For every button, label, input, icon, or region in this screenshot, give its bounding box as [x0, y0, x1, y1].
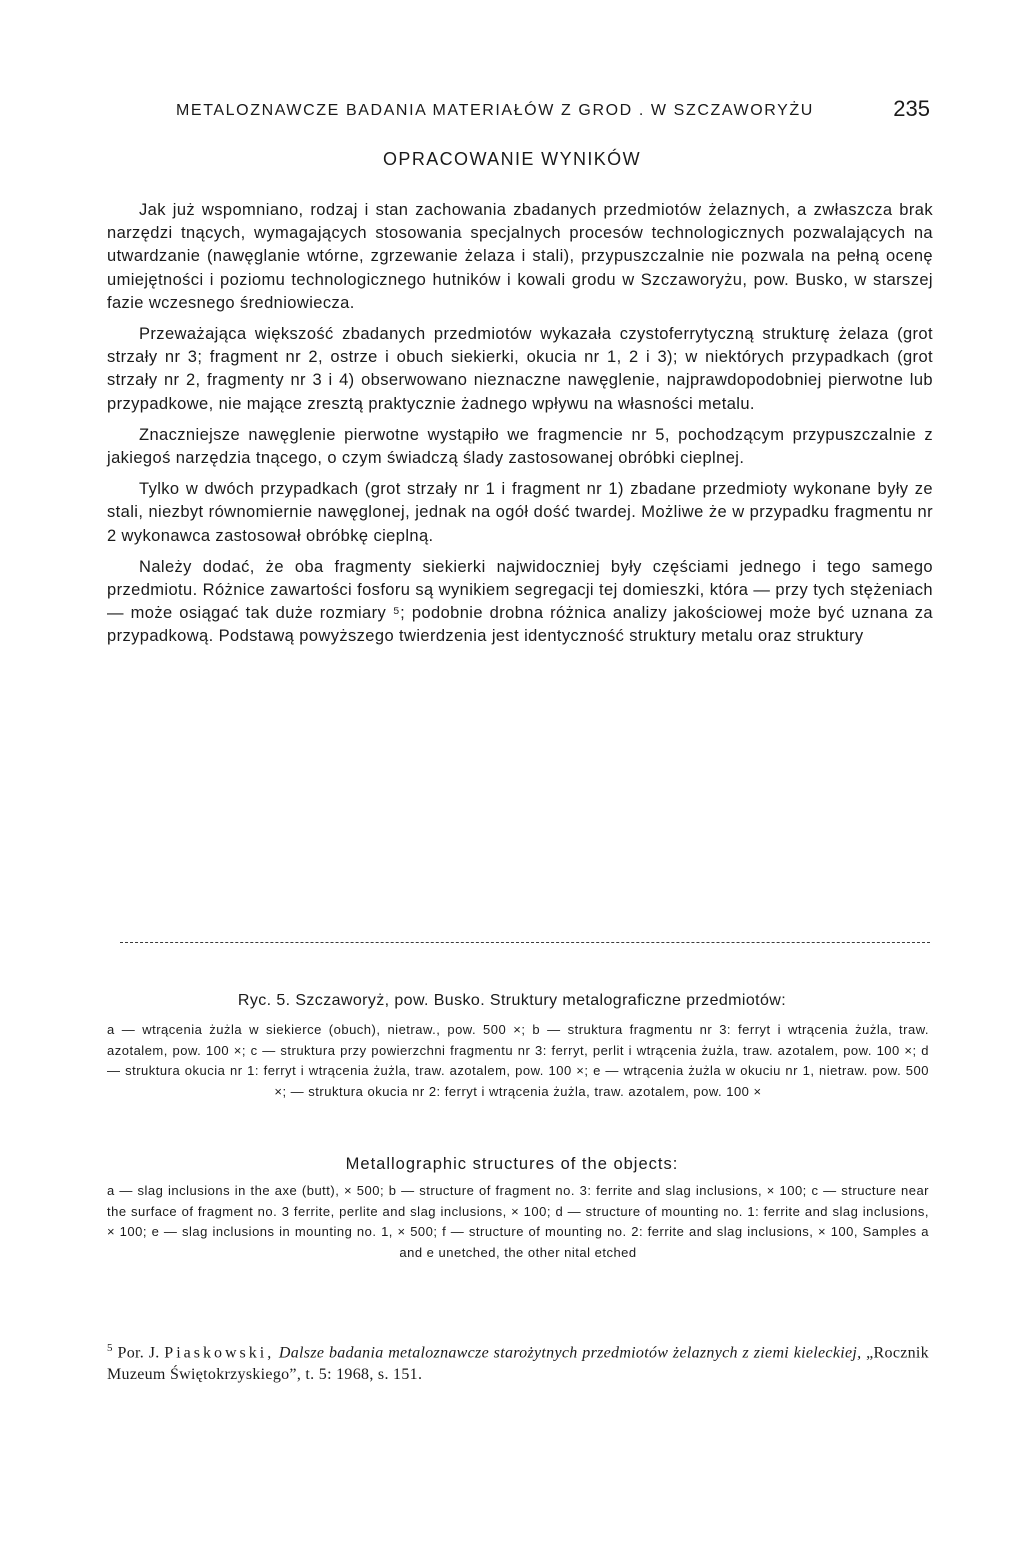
footnote-author: Piaskowski, — [164, 1344, 275, 1362]
footnote — [107, 1337, 929, 1386]
paragraph-2: Przeważająca większość zbadanych przedmiotów wykazała czystoferrytyczną strukturę żelaza (grot strzały nr 3; fragment nr 2, ostrze i obuch siekierki, okucia nr 1, 2 i 3); w niektórych przypadkach (grot strzały nr 2, fragmenty nr 3 i 4) obserwowano nieznaczne nawęglenie, najprawdopodobniej pierwotne lub przypadkowe, nie mające zresztą praktycznie żadnego wpływu na własności metalu. — [107, 325, 933, 413]
footnote-title: Dalsze badania metaloznawcze starożytnych przedmiotów żelaznych z ziemi kieleckiej, — [278, 1344, 862, 1362]
figure-rule — [120, 942, 930, 943]
body-text — [107, 199, 933, 657]
paragraph-1: Jak już wspomniano, rodzaj i stan zachowania zbadanych przedmiotów żelaznych, a zwłaszcza brak narzędzi tnących, wymagających stosowania specjalnych procesów technologicznych pozwalających na utwardzanie (nawęglanie wtórne, zgrzewanie żelaza i stali), przypuszczalnie nie pozwala na pełną ocenę umiejętności i poziomu technologicznego hutników i kowali grodu w Szczaworyżu, pow. Busko, w starszej fazie wczesnego średniowiecza. — [107, 201, 933, 312]
figure-separator — [120, 930, 930, 948]
figure-caption-text-pl: a — wtrącenia żużla w siekierce (obuch), nietraw., pow. 500 ×; b — struktura fragmentu nr 3: ferryt i wtrącenia żużla, traw. azotalem, pow. 100 ×; c — struktura przy powierzchni fragmentu nr 3: ferryt, perlit i wtrącenia żużla, traw. azotalem, pow. 100 ×; d — struktura okucia nr 1: ferryt i wtrącenia żużla, traw. azotalem, pow. 100 ×; e — wtrącenia żużla w okuciu nr 1, nietraw. pow. 500 ×; — struktura okucia nr 2: ferryt i wtrącenia żużla, traw. azotalem, pow. 100 × — [107, 1022, 929, 1099]
footnote-source: „Rocznik Muzeum Świętokrzyskiego”, t. 5: 1968, s. 151. — [107, 1344, 929, 1384]
section-heading: OPRACOWANIE WYNIKÓW — [383, 149, 641, 169]
paragraph-4: Tylko w dwóch przypadkach (grot strzały nr 1 i fragment nr 1) zbadane przedmioty wykonane były ze stali, niezbyt równomiernie nawęglonej, jednak na ogół dość twardej. Możliwe że w przypadku fragmentu nr 2 wykonawca zastosował obróbkę cieplną. — [107, 480, 933, 545]
figure-caption-heading-pl: Ryc. 5. Szczaworyż, pow. Busko. Struktury metalograficzne przedmiotów: — [237, 992, 787, 1009]
footnote-number: 5 — [107, 1342, 113, 1354]
figure-caption-heading-en: Metallographic structures of the objects: — [345, 1155, 679, 1173]
paragraph-5: Należy dodać, że oba fragmenty siekierki najwidoczniej były częściami jednego i tego samego przedmiotu. Różnice zawartości fosforu są wynikiem segregacji tej domieszki, która — przy tych stężeniach — może osiągać tak duże rozmiary ⁵; podobnie drobna różnica analizy jakościowej może być uznana za przypadkową. Podstawą powyższego twierdzenia jest identyczność struktury metalu oraz struktury — [107, 557, 933, 646]
figure-caption-text-en: a — slag inclusions in the axe (butt), × 500; b — structure of fragment no. 3: ferrite and slag inclusions, × 100; c — structure near the surface of fragment no. 3 ferrite, perlite and slag inclusions, × 100; d — structure of mounting no. 1: ferrite and slag inclusions, × 100; e — slag inclusions in mounting no. 1, × 500; f — structure of mounting no. 2: ferrite and slag inclusions, × 100, Samples a and e unetched, the other nital etched — [107, 1183, 929, 1260]
footnote-lead: Por. J. — [117, 1344, 160, 1362]
running-title: METALOZNAWCZE BADANIA MATERIAŁÓW Z GROD . W SZCZAWORYŻU — [176, 102, 814, 119]
page-number: 235 — [893, 96, 930, 121]
running-header — [176, 98, 936, 126]
paragraph-3: Znaczniejsze nawęglenie pierwotne wystąpiło we fragmencie nr 5, pochodzącym przypuszczalnie z jakiegoś narzędzia tnącego, o czym świadczą ślady zastosowanej obróbki cieplnej. — [107, 425, 933, 468]
